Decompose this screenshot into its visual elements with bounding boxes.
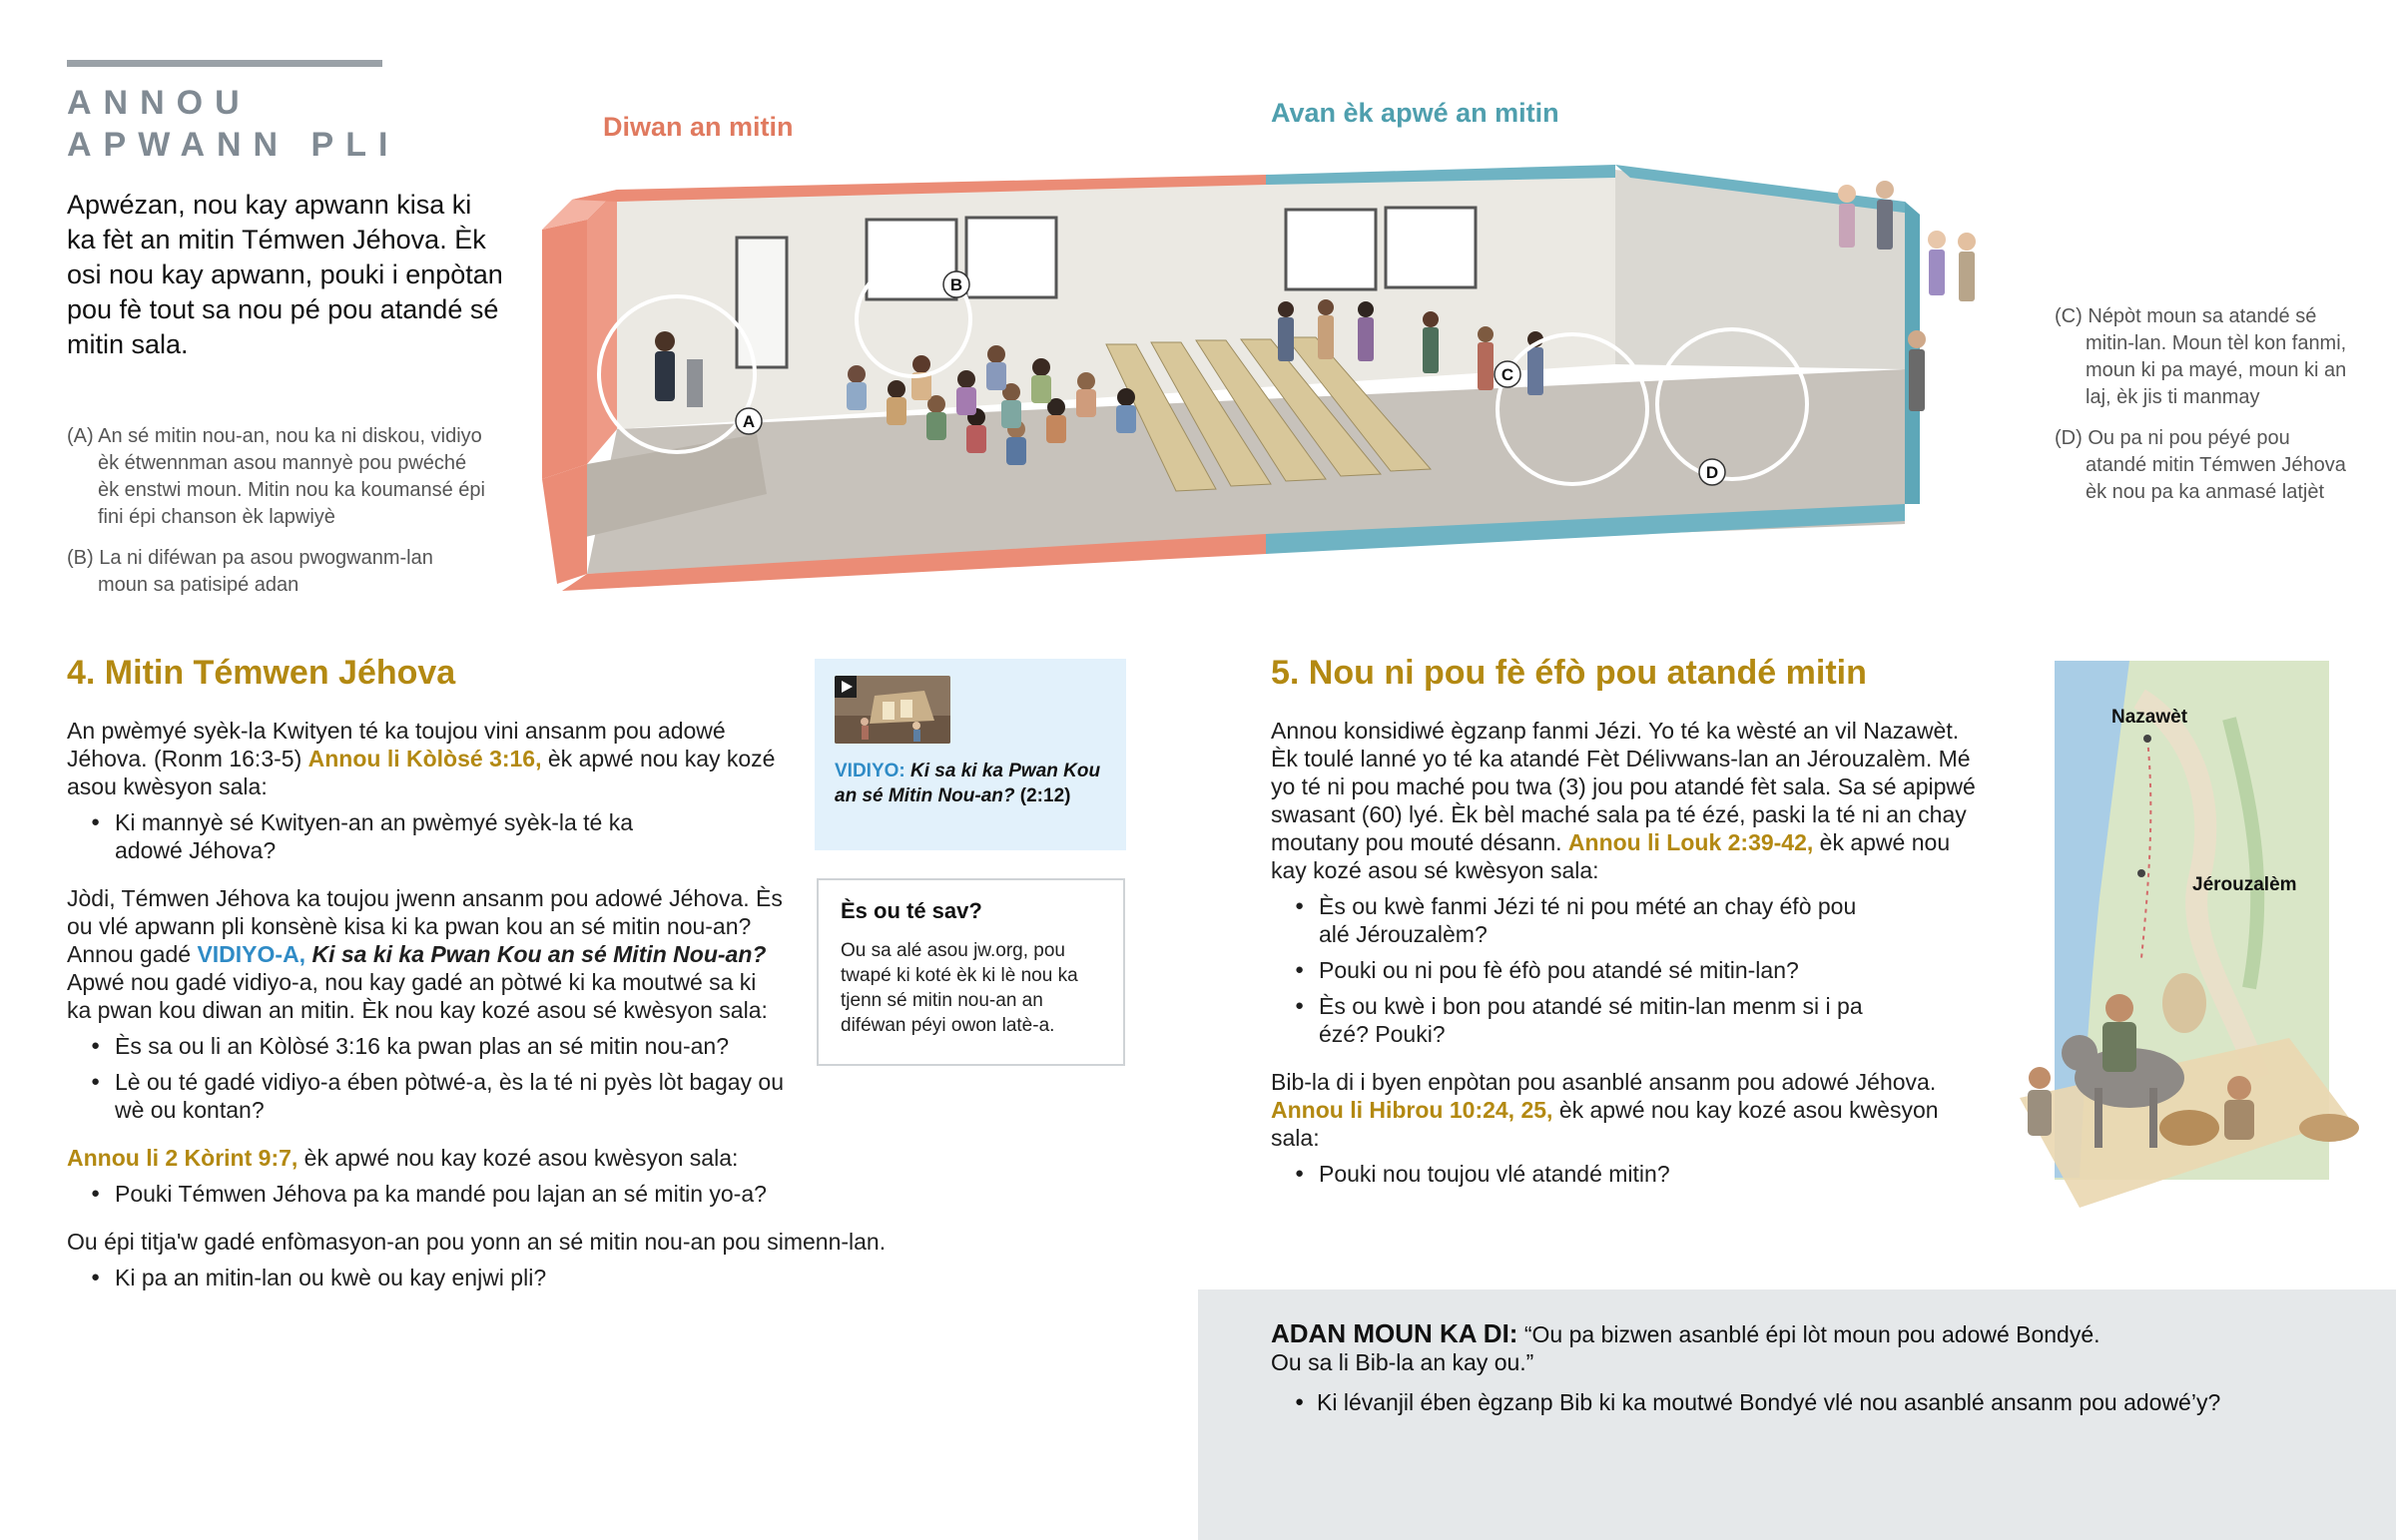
section5-heading: 5. Nou ni pou fè éfò pou atandé mitin (1271, 654, 1867, 692)
question-bullet: ● Ki pa an mitin-lan ou kwè ou kay enjwi pli? (67, 1264, 786, 1291)
caption-b: (B) La ni diféwan pa asou pwogwanm-lan moun sa patisipé adan (67, 547, 433, 596)
did-you-know-box (817, 878, 1125, 1066)
objection-quote-line1: “Ou pa bizwen asanblé épi lòt moun pou adowé Bondyé. (1517, 1321, 2100, 1347)
marker-c: C (1500, 365, 1514, 384)
caption-d: (D) Ou pa ni pou péyé pou atandé mitin Témwen Jéhova èk nou pa ka anmasé latjèt (2055, 427, 2346, 503)
captions-right (2055, 303, 2354, 520)
page-title (67, 82, 426, 166)
video-duration: (2:12) (1019, 785, 1071, 806)
question-bullet: ● Ès sa ou li an Kòlòsé 3:16 ka pwan plas an sé mitin nou-an? (67, 1032, 786, 1060)
section4-paragraph3: Annou li 2 Kòrint 9:7, èk apwé nou kay kozé asou kwèsyon sala: (67, 1145, 739, 1171)
video-link-title[interactable]: Ki sa ki ka Pwan Kou an sé Mitin Nou-an? (305, 941, 767, 967)
label-inside-meeting: Diwan an mitin (603, 112, 794, 142)
section5-body (1271, 717, 1985, 1188)
question-bullet: ● Ki lévanjil ében ègzanp Bib ki ka moutwé Bondyé vlé nou asanblé ansanm pou adowé’y? (1271, 1388, 2349, 1416)
kingdom-hall-illustration (527, 160, 2025, 609)
did-you-know-title: Ès ou té sav? (841, 898, 982, 923)
marker-d: D (1705, 463, 1719, 482)
captions-left (67, 423, 486, 613)
section5-paragraph1: Annou konsidiwé ègzanp fanmi Jézi. Yo té ka wèsté an vil Nazawèt. Èk toulé lanné yo té ka atandé Fèt Délivwans-lan an Jérouzalèm. Mé yo té ni pou maché pou twa (3) jou pou atandé fèt sala. Sa sé apipwé swasant (60) lyé. Èk bèl maché sala pa té ézé, paski la té ni an chay moutany pou mouté désann. Annou li Louk 2:39-42, èk apwé nou kay kozé asou sé kwèsyon sala: (1271, 718, 1976, 883)
video-label: VIDIYO: (835, 761, 905, 781)
map-label-nazareth: Nazawèt (2111, 707, 2188, 728)
section4-paragraph4: Ou épi titja'w gadé enfòmasyon-an pou yonn an sé mitin nou-an pou simenn-lan. (67, 1229, 887, 1255)
caption-c: (C) Népòt moun sa atandé sé mitin-lan. Moun tèl kon fanmi, moun ki pa mayé, moun ki an laj, èk jis ti manmay (2055, 305, 2347, 408)
video-title[interactable]: Ki sa ki ka Pwan Kou an sé Mitin Nou-an? (835, 761, 1101, 806)
question-bullet: ● Lè ou té gadé vidiyo-a ében pòtwé-a, ès la té ni pyès lòt bagay ou wè ou kontan? (67, 1068, 786, 1124)
map-label-jerusalem: Jérouzalèm (2192, 874, 2297, 895)
question-bullet: ● Pouki ou ni pou fè éfò pou atandé sé mitin-lan? (1271, 956, 1870, 984)
question-bullet: ● Ki mannyè sé Kwityen-an an pwèmyé syèk-la té ka adowé Jéhova? (67, 808, 666, 864)
scripture-link-corinthians[interactable]: Annou li 2 Kòrint 9:7, (67, 1145, 299, 1171)
section4-body (67, 717, 887, 1291)
scripture-link-hebrews[interactable]: Annou li Hibrou 10:24, 25, (1271, 1097, 1553, 1123)
objection-text (1271, 1319, 2349, 1416)
question-bullet: ● Pouki Témwen Jéhova pa ka mandé pou lajan an sé mitin yo-a? (67, 1180, 786, 1208)
top-rule (67, 60, 382, 67)
objection-lead: ADAN MOUN KA DI: (1271, 1318, 1518, 1348)
section4-paragraph1: An pwèmyé syèk-la Kwityen té ka toujou vini ansanm pou adowé Jéhova. (Ronm 16:3-5) Annou li Kòlòsé 3:16, èk apwé nou kay kozé asou kwèsyon sala: (67, 718, 776, 799)
video-link[interactable]: VIDIYO-A, (197, 941, 306, 967)
label-before-after-meeting: Avan èk apwé an mitin (1271, 98, 1559, 128)
scripture-link-luke[interactable]: Annou li Louk 2:39-42, (1567, 829, 1814, 855)
intro-text: Apwézan, nou kay apwann kisa ki ka fèt an mitin Témwen Jéhova. Èk osi nou kay apwann, pouki i enpòtan pou fè tout sa nou pé pou atandé sé mitin sala. (67, 190, 503, 359)
page-title-line1: ANNOU (67, 84, 252, 122)
video-thumbnail[interactable] (835, 676, 950, 744)
caption-a: (A) An sé mitin nou-an, nou ka ni diskou, vidiyo èk étwennman asou mannyè pou pwéché èk enstwi moun. Mitin nou ka koumansé épi fini épi chanson èk lapwiyè (67, 425, 485, 528)
question-bullet: ● Pouki nou toujou vlé atandé mitin? (1271, 1160, 1985, 1188)
question-bullet: ● Ès ou kwè fanmi Jézi té ni pou mété an chay éfò pou alé Jérouzalèm? (1271, 892, 1870, 948)
section4-heading: 4. Mitin Témwen Jéhova (67, 654, 456, 692)
marker-b: B (949, 275, 963, 294)
section4-paragraph2: Jòdi, Témwen Jéhova ka toujou jwenn ansanm pou adowé Jéhova. Ès ou vlé apwann pli konsènè kisa ki ka pwan kou an sé mitin nou-an? Annou gadé VIDIYO-A, Ki sa ki ka Pwan Kou an sé Mitin Nou-an? Apwé nou gadé vidiyo-a, nou kay gadé an pòtwé ki ka moutwé sa ki ka pwan kou diwan an mitin. Èk nou kay kozé asou sé kwèsyon sala: (67, 885, 783, 1023)
page-title-line2: APWANN PLI (67, 126, 400, 164)
people-arriving-illustration (1817, 180, 2017, 479)
marker-a: A (742, 412, 756, 431)
did-you-know-text: Ou sa alé asou jw.org, pou twapé ki koté èk ki lè nou ka tjenn sé mitin nou-an an diféwan péyi owon latè-a. (841, 940, 1078, 1036)
question-bullet: ● Ès ou kwè i bon pou atandé sé mitin-lan menm si i pa ézé? Pouki? (1271, 992, 1870, 1048)
objection-quote-line2: Ou sa li Bib-la an kay ou.” (1271, 1349, 1534, 1375)
map-nazareth-jerusalem (2000, 659, 2379, 1238)
section5-paragraph2: Bib-la di i byen enpòtan pou asanblé ansanm pou adowé Jéhova. Annou li Hibrou 10:24, 25, èk apwé nou kay kozé asou kwèsyon sala: (1271, 1069, 1939, 1151)
scripture-link-colossians[interactable]: Annou li Kòlòsé 3:16, (307, 746, 542, 771)
video-caption[interactable] (835, 759, 1119, 808)
